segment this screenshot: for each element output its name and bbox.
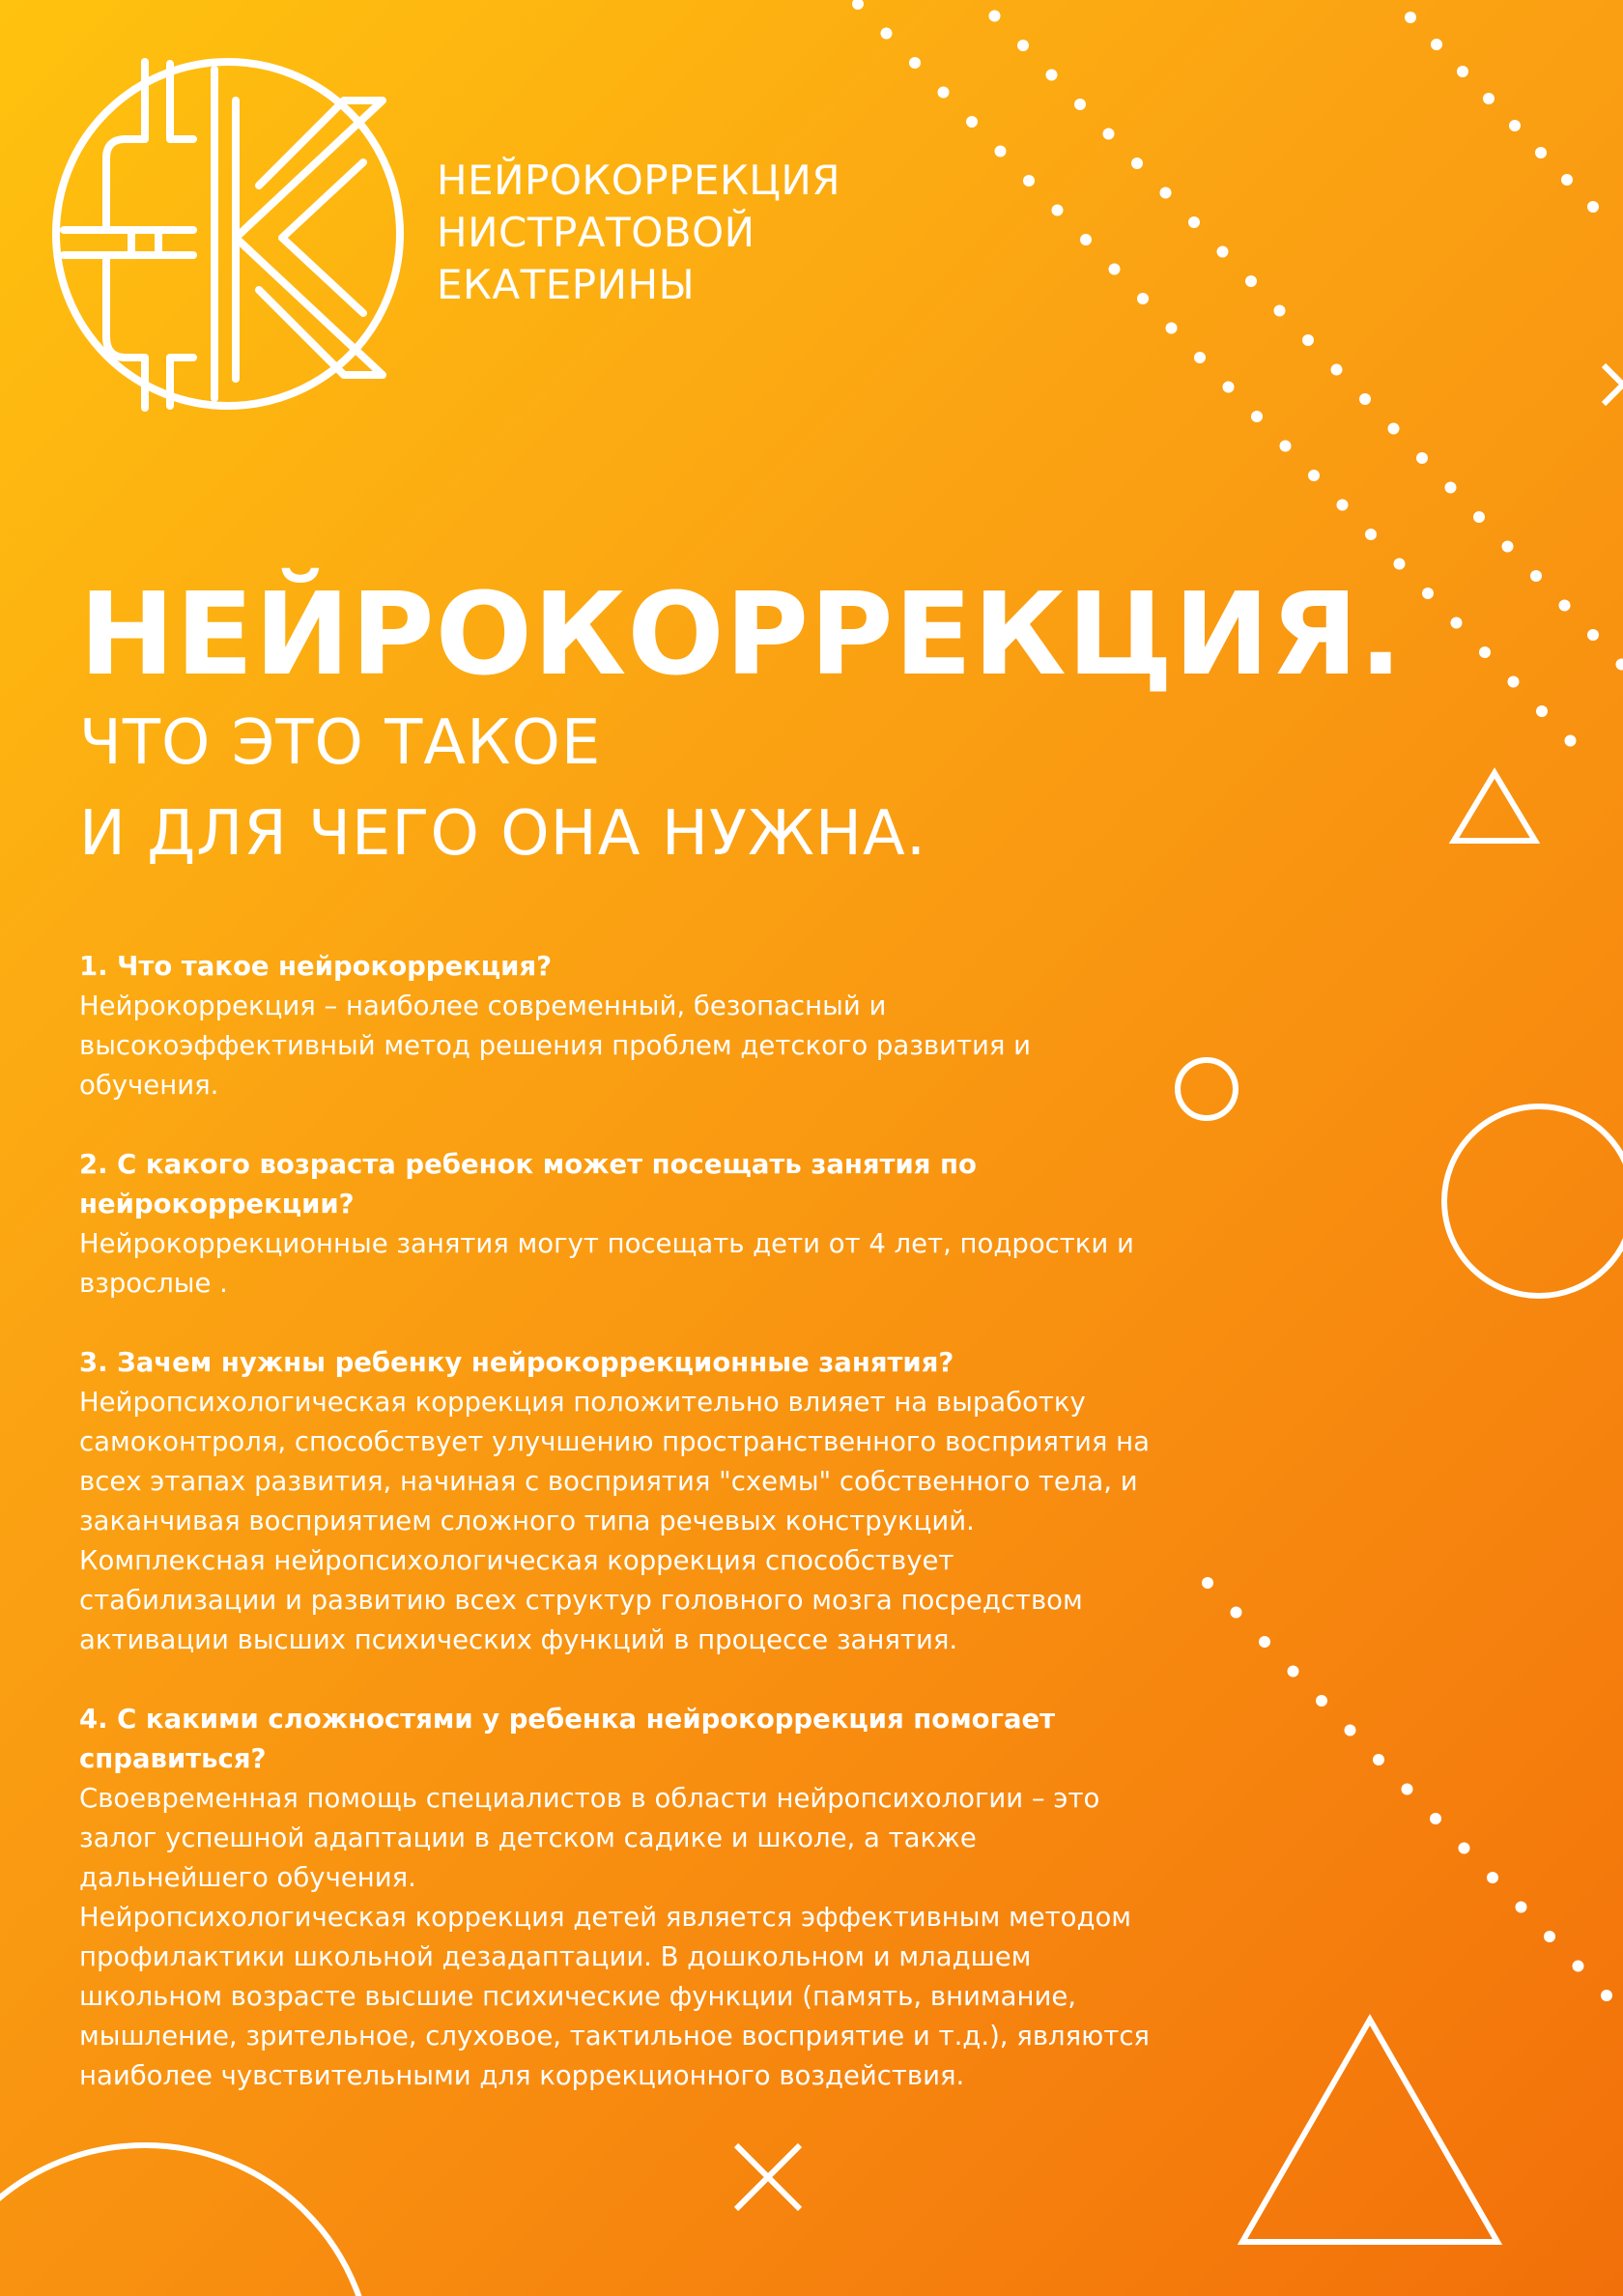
- nk-logo-icon: [44, 50, 412, 417]
- decorative-dot: [938, 87, 950, 99]
- decorative-dot: [1483, 93, 1495, 104]
- faq-item: [79, 947, 1219, 1105]
- brand-line-1: НЕЙРОКОРРЕКЦИЯ: [437, 157, 841, 204]
- decorative-dot: [1194, 352, 1206, 363]
- decorative-dot: [1459, 1843, 1470, 1854]
- faq-answer: Нейропсихологическая коррекция положительно влияет на выработку самоконтроля, способствует улучшению пространственного восприятия на всех этапах развития, начиная с восприятия "схемы" собственного тела, и заканчивая восприятием сложного типа речевых конструкций. Комплексная нейропсихологическая коррекция способствует стабилизации и развитию всех структур головного мозга посредством активации высших психических функций в процессе занятия.: [79, 1387, 1150, 1655]
- decorative-dot: [1561, 174, 1573, 186]
- decorative-dot: [995, 146, 1007, 158]
- brand-line-3: ЕКАТЕРИНЫ: [437, 261, 696, 308]
- brand-name: [437, 155, 840, 311]
- faq-answer: Нейрокоррекция – наиболее современный, безопасный и высокоэффективный метод решения проблем детского развития и обучения.: [79, 990, 1031, 1101]
- decorative-dot: [1245, 275, 1257, 287]
- decorative-dot: [1516, 1902, 1527, 1913]
- decorative-dot: [1479, 646, 1491, 658]
- decorative-dot: [1559, 600, 1571, 612]
- decorative-dot: [1080, 234, 1092, 245]
- decorative-dot: [1046, 70, 1058, 81]
- decorative-dot: [1359, 393, 1371, 405]
- decorative-dot: [1431, 39, 1442, 50]
- decorative-dot: [1388, 423, 1400, 435]
- decorative-dot: [1457, 66, 1468, 77]
- decorative-dot: [1451, 617, 1463, 629]
- decorative-dot: [1316, 1695, 1327, 1707]
- faq-answer: Нейрокоррекционные занятия могут посещать дети от 4 лет, подростки и взрослые .: [79, 1228, 1134, 1299]
- decorative-dot: [1217, 246, 1229, 258]
- bottom-arc-shape: [0, 2145, 372, 2296]
- page-subtitle: [79, 698, 926, 879]
- page-title: НЕЙРОКОРРЕКЦИЯ.: [79, 567, 1404, 701]
- decorative-dot: [909, 57, 921, 69]
- subtitle-line-2: И ДЛЯ ЧЕГО ОНА НУЖНА.: [79, 798, 927, 870]
- decorative-dot: [1616, 659, 1623, 671]
- subtitle-line-1: ЧТО ЭТО ТАКОЕ: [79, 707, 602, 779]
- decorative-dot: [852, 0, 864, 10]
- large-circle-shape: [1444, 1106, 1623, 1296]
- decorative-dot: [1365, 529, 1377, 540]
- decorative-dot: [1573, 1961, 1584, 1972]
- faq-item: [79, 1145, 1219, 1304]
- faq-item: [79, 1700, 1219, 2096]
- decorative-dot: [1530, 570, 1542, 582]
- decorative-dot: [1422, 588, 1434, 599]
- cross-shape-bottom: [736, 2145, 800, 2209]
- decorative-dot: [881, 28, 893, 40]
- decorative-dot: [1259, 1636, 1270, 1648]
- faq-answer: Своевременная помощь специалистов в области нейропсихологии – это залог успешной адаптации в детском садике и школе, а также дальнейшего обучения. Нейропсихологическая коррекция детей является эффективным методом профилактики школьной дезадаптации. В дошкольном и младшем школьном возрасте высшие психические функции (память, внимание, мышление, зрительное, слуховое, тактильное восприятие и т.д.), являются наиболее чувствительными для коррекционного воздействия.: [79, 1783, 1150, 2091]
- faq-section: [79, 947, 1219, 2136]
- small-triangle-shape: [1454, 773, 1535, 841]
- decorative-dot: [1402, 1784, 1413, 1795]
- decorative-dot: [1231, 1607, 1242, 1619]
- decorative-dot: [989, 11, 1001, 22]
- decorative-dot: [1405, 12, 1416, 23]
- faq-item: [79, 1343, 1219, 1660]
- decorative-dot: [1536, 705, 1548, 717]
- decorative-dot: [1017, 40, 1029, 51]
- faq-question: 1. Что такое нейрокоррекция?: [79, 951, 553, 982]
- decorative-dot: [966, 116, 978, 128]
- decorative-dot: [1074, 99, 1086, 110]
- decorative-dot: [1103, 129, 1115, 140]
- decorative-dot: [1166, 323, 1178, 334]
- decorative-dot: [1288, 1666, 1299, 1678]
- decorative-dot: [1280, 441, 1292, 452]
- decorative-dot: [1565, 735, 1577, 747]
- decorative-dot: [1345, 1725, 1356, 1736]
- decorative-dot: [1587, 629, 1599, 641]
- decorative-dot: [1487, 1872, 1498, 1883]
- decorative-dot: [1223, 382, 1235, 393]
- brand-line-2: НИСТРАТОВОЙ: [437, 209, 755, 256]
- decorative-dot: [1251, 411, 1263, 422]
- decorative-dot: [1445, 482, 1457, 494]
- decorative-dot: [1509, 120, 1521, 131]
- decorative-dot: [1160, 187, 1172, 199]
- large-triangle-shape: [1242, 2020, 1497, 2242]
- decorative-dot: [1274, 305, 1286, 317]
- decorative-dot: [1544, 1931, 1555, 1942]
- decorative-dot: [1302, 334, 1314, 346]
- faq-question: 3. Зачем нужны ребенку нейрокоррекционные занятия?: [79, 1347, 954, 1378]
- decorative-dot: [1601, 1990, 1612, 2001]
- decorative-dot: [1373, 1754, 1384, 1765]
- decorative-dot: [1052, 205, 1064, 216]
- decorative-dot: [1337, 500, 1349, 511]
- decorative-dot: [1023, 175, 1035, 187]
- decorative-dot: [1587, 201, 1599, 213]
- cross-shape-right: [1604, 365, 1623, 404]
- faq-question: 4. С какими сложностями у ребенка нейрокоррекция помогает справиться?: [79, 1704, 1056, 1774]
- decorative-dot: [1502, 541, 1514, 553]
- faq-question: 2. С какого возраста ребенок может посещать занятия по нейрокоррекции?: [79, 1149, 977, 1220]
- decorative-dot: [1430, 1813, 1441, 1824]
- decorative-dot: [1416, 452, 1428, 464]
- decorative-dot: [1188, 216, 1200, 228]
- decorative-dot: [1308, 470, 1320, 481]
- decorative-dot: [1473, 511, 1485, 523]
- decorative-dot: [1137, 293, 1149, 304]
- decorative-dot: [1535, 147, 1547, 158]
- decorative-dot: [1109, 264, 1121, 275]
- decorative-dot: [1131, 158, 1143, 169]
- decorative-dot: [1331, 364, 1343, 376]
- decorative-dot: [1508, 676, 1520, 688]
